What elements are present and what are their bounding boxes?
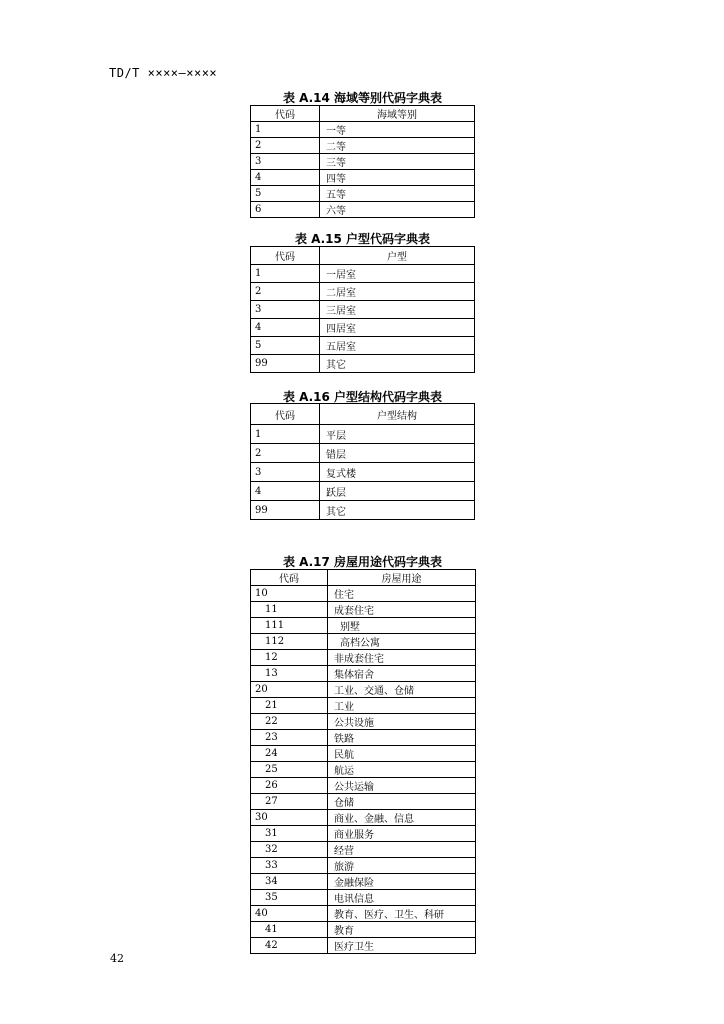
table-row [251, 319, 475, 337]
name-cell: 复式楼 [320, 463, 475, 482]
name-cell: 航运 [328, 762, 476, 778]
name-cell: 四等 [320, 170, 475, 186]
table-row [251, 650, 476, 666]
column-header: 户型 [320, 247, 475, 265]
name-cell: 工业、交通、仓储 [328, 682, 476, 698]
table-row [251, 810, 476, 826]
name-cell: 二居室 [320, 283, 475, 301]
name-cell: 高档公寓 [328, 634, 476, 650]
name-cell: 金融保险 [328, 874, 476, 890]
code-cell: 21 [251, 698, 328, 714]
name-cell: 商业、金融、信息 [328, 810, 476, 826]
code-cell: 11 [251, 602, 328, 618]
name-cell: 其它 [320, 355, 475, 373]
table-a16 [250, 403, 475, 520]
table-a14-caption: 表 A.14 海域等别代码字典表 [282, 91, 443, 105]
name-cell: 六等 [320, 202, 475, 218]
table-row [251, 586, 476, 602]
table-row [251, 634, 476, 650]
table-row [251, 890, 476, 906]
table-row [251, 355, 475, 373]
table-a15 [250, 246, 475, 373]
name-cell: 民航 [328, 746, 476, 762]
code-cell: 22 [251, 714, 328, 730]
name-cell: 教育 [328, 922, 476, 938]
name-cell: 错层 [320, 444, 475, 463]
column-header: 代码 [251, 106, 320, 122]
table-row [251, 778, 476, 794]
code-cell: 32 [251, 842, 328, 858]
table-a17 [250, 569, 476, 954]
table-row [251, 138, 475, 154]
name-cell: 商业服务 [328, 826, 476, 842]
code-cell: 23 [251, 730, 328, 746]
table-row [251, 337, 475, 355]
table-row [251, 202, 475, 218]
name-cell: 成套住宅 [328, 602, 476, 618]
table-row [251, 794, 476, 810]
code-cell: 34 [251, 874, 328, 890]
code-cell: 3 [251, 463, 320, 482]
code-cell: 27 [251, 794, 328, 810]
table-row [251, 938, 476, 954]
name-cell: 仓储 [328, 794, 476, 810]
table-row [251, 186, 475, 202]
name-cell: 非成套住宅 [328, 650, 476, 666]
code-cell: 31 [251, 826, 328, 842]
name-cell: 其它 [320, 501, 475, 520]
code-cell: 24 [251, 746, 328, 762]
table-row [251, 762, 476, 778]
name-cell: 别墅 [328, 618, 476, 634]
table-row [251, 425, 475, 444]
table-row [251, 906, 476, 922]
column-header: 代码 [251, 404, 320, 425]
table-row [251, 842, 476, 858]
name-cell: 经营 [328, 842, 476, 858]
table-row [251, 666, 476, 682]
table-a16-caption: 表 A.16 户型结构代码字典表 [282, 390, 443, 404]
code-cell: 33 [251, 858, 328, 874]
name-cell: 一居室 [320, 265, 475, 283]
code-cell: 10 [251, 586, 328, 602]
name-cell: 公共设施 [328, 714, 476, 730]
code-cell: 25 [251, 762, 328, 778]
code-cell: 2 [251, 444, 320, 463]
code-cell: 1 [251, 265, 320, 283]
table-row [251, 826, 476, 842]
document-header: TD/T ××××—×××× [109, 66, 218, 80]
code-cell: 41 [251, 922, 328, 938]
table-row [251, 746, 476, 762]
table-row [251, 265, 475, 283]
code-cell: 12 [251, 650, 328, 666]
column-header: 代码 [251, 247, 320, 265]
code-cell: 2 [251, 283, 320, 301]
code-cell: 4 [251, 482, 320, 501]
table-row [251, 482, 475, 501]
code-cell: 13 [251, 666, 328, 682]
column-header: 房屋用途 [328, 570, 476, 586]
name-cell: 教育、医疗、卫生、科研 [328, 906, 476, 922]
table-row [251, 874, 476, 890]
name-cell: 三居室 [320, 301, 475, 319]
code-cell: 20 [251, 682, 328, 698]
name-cell: 住宅 [328, 586, 476, 602]
table-row [251, 283, 475, 301]
code-cell: 35 [251, 890, 328, 906]
table-row [251, 444, 475, 463]
name-cell: 电讯信息 [328, 890, 476, 906]
table-row [251, 170, 475, 186]
table-row [251, 301, 475, 319]
table-row [251, 602, 476, 618]
name-cell: 跃层 [320, 482, 475, 501]
column-header: 海域等别 [320, 106, 475, 122]
name-cell: 三等 [320, 154, 475, 170]
table-row [251, 922, 476, 938]
code-cell: 3 [251, 154, 320, 170]
table-a14 [250, 105, 475, 218]
column-header: 户型结构 [320, 404, 475, 425]
name-cell: 医疗卫生 [328, 938, 476, 954]
table-row [251, 698, 476, 714]
name-cell: 五居室 [320, 337, 475, 355]
name-cell: 旅游 [328, 858, 476, 874]
name-cell: 铁路 [328, 730, 476, 746]
code-cell: 6 [251, 202, 320, 218]
name-cell: 四居室 [320, 319, 475, 337]
code-cell: 4 [251, 319, 320, 337]
code-cell: 3 [251, 301, 320, 319]
table-a15-caption: 表 A.15 户型代码字典表 [294, 232, 431, 246]
table-row [251, 154, 475, 170]
code-cell: 30 [251, 810, 328, 826]
table-row [251, 122, 475, 138]
name-cell: 公共运输 [328, 778, 476, 794]
code-cell: 5 [251, 186, 320, 202]
column-header: 代码 [251, 570, 328, 586]
page-number: 42 [110, 952, 124, 965]
name-cell: 五等 [320, 186, 475, 202]
table-a17-caption: 表 A.17 房屋用途代码字典表 [282, 555, 443, 569]
table-row [251, 730, 476, 746]
code-cell: 99 [251, 355, 320, 373]
name-cell: 平层 [320, 425, 475, 444]
code-cell: 2 [251, 138, 320, 154]
code-cell: 26 [251, 778, 328, 794]
name-cell: 一等 [320, 122, 475, 138]
code-cell: 42 [251, 938, 328, 954]
code-cell: 4 [251, 170, 320, 186]
name-cell: 二等 [320, 138, 475, 154]
table-row [251, 682, 476, 698]
name-cell: 集体宿舍 [328, 666, 476, 682]
table-row [251, 463, 475, 482]
code-cell: 5 [251, 337, 320, 355]
code-cell: 40 [251, 906, 328, 922]
table-row [251, 618, 476, 634]
code-cell: 1 [251, 122, 320, 138]
code-cell: 1 [251, 425, 320, 444]
table-row [251, 501, 475, 520]
code-cell: 99 [251, 501, 320, 520]
code-cell: 111 [251, 618, 328, 634]
code-cell: 112 [251, 634, 328, 650]
table-row [251, 858, 476, 874]
table-row [251, 714, 476, 730]
name-cell: 工业 [328, 698, 476, 714]
